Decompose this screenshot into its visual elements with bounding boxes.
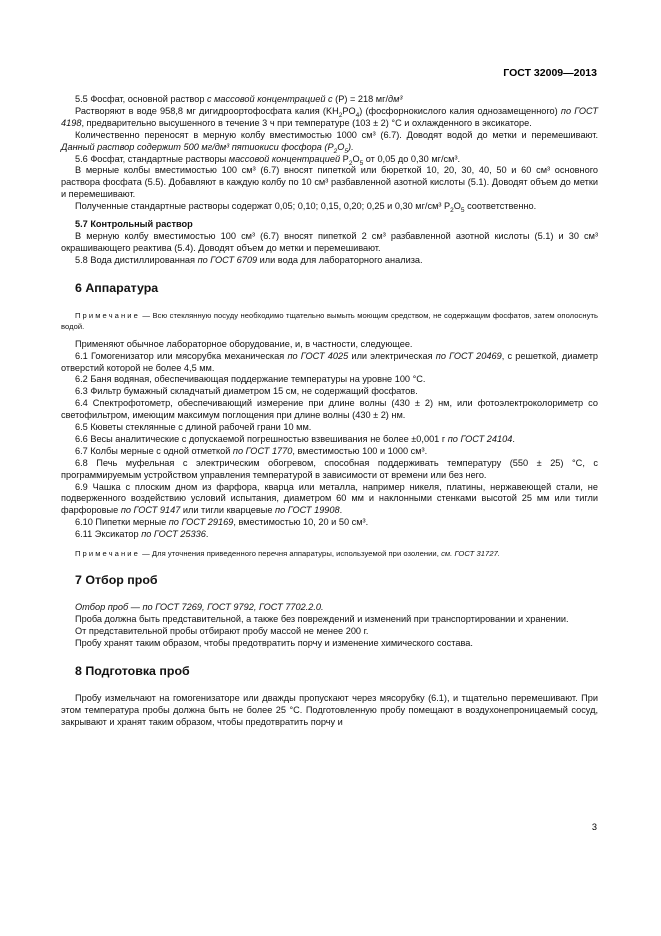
gost-reference: по ГОСТ 20469	[435, 350, 502, 361]
subscript: 2	[450, 206, 454, 214]
gost-reference: по ГОСТ 25336	[141, 529, 206, 540]
text-run-italic: с массовой концентрацией с	[206, 94, 333, 104]
gost-reference: см. ГОСТ 31727.	[441, 549, 501, 559]
gost-reference: по ГОСТ 4025	[287, 350, 349, 361]
note-label: Примечание	[75, 549, 140, 559]
text-run: PO	[342, 105, 356, 116]
paragraph-5-8	[61, 255, 598, 267]
paragraph-5-6-body-1: В мерные колбы вместимостью 100 см³ (6.7) вносят пипеткой или бюреткой 10, 20, 30, 40, 50 и 60 см³ основного раствора фосфата (5.5). Добавляют в каждую колбу по 10 см³ разбавленной азотной кислоты (5.1). Доводят объем до метки и перемешивают.	[61, 165, 598, 200]
paragraph-6-10	[61, 517, 598, 529]
note-6-end	[61, 548, 598, 559]
paragraph-6-7	[61, 446, 598, 458]
note-label: Примечание	[75, 310, 140, 320]
text-run: 6.1 Гомогенизатор или мясорубка механическая	[75, 350, 288, 361]
paragraph-5-5-body-1	[61, 106, 598, 130]
text-run: соответственно.	[464, 201, 537, 212]
paragraph-6-4: 6.4 Спектрофотометр, обеспечивающий измерение при длине волны (430 ± 2) нм, или фотоэлектроколориметр со светофильтром, имеющим максимум поглощения при длине волны (430 ± 2) нм.	[61, 398, 598, 421]
spacer	[61, 541, 598, 548]
text-run: 6.11 Эксикатор	[75, 529, 142, 540]
paragraph-5-5-body-2	[61, 130, 598, 154]
gost-reference: по ГОСТ 19908	[275, 505, 340, 516]
section-title-7: 7 Отбор проб	[75, 573, 158, 588]
section-title-8: 8 Подготовка проб	[75, 663, 190, 678]
subscript: 5	[460, 206, 465, 214]
text-run: .	[512, 433, 515, 444]
paragraph-6-2: 6.2 Баня водяная, обеспечивающая поддержание температуры на уровне 100 °С.	[75, 374, 426, 385]
paragraph-7-2: Проба должна быть представительной, а также без повреждений и изменений при транспортировании и хранении.	[75, 614, 569, 624]
text-run: O	[453, 201, 461, 212]
text-run: .	[205, 529, 209, 540]
text-run: 5.6 Фосфат, стандартные растворы	[75, 153, 229, 164]
section-title-6: 6 Аппаратура	[75, 280, 159, 295]
subsection-title-5-7: 5.7 Контрольный раствор	[75, 219, 193, 230]
text-run: Количественно переносят в мерную колбу вместимостью 1000 см³ (6.7). Доводят водой до метки и перемешивают.	[75, 129, 598, 140]
text-run: или тигли кварцевые	[180, 505, 276, 516]
text-run: , вместимостью 10, 20 и 50 см³.	[233, 517, 369, 528]
paragraph-5-6	[61, 154, 598, 166]
gost-reference: по ГОСТ 9147	[120, 505, 181, 516]
text-run: или вода для лабораторного анализа.	[257, 254, 423, 265]
text-run: , с решеткой, диаметр отверстий которой не более 4,5 мм.	[61, 350, 599, 373]
text-run-italic: дм³	[388, 94, 403, 104]
paragraph-6-5: 6.5 Кюветы стеклянные с длиной рабочей грани 10 мм.	[75, 422, 312, 433]
text-run: 6.9 Чашка с плоским дном из фарфора, кварца или металла, например никеля, платины, нержавеющей стали, не подверженного воздействию условий испытания, диаметром 60 мм и наклонными стенками высотой 25 мм или тигли фарфоровые	[61, 481, 598, 516]
text-run: (P) = 218 мг/	[332, 94, 388, 104]
paragraph-8-1: Пробу измельчают на гомогенизаторе или дважды пропускают через мясорубку (6.1), и тщательно перемешивают. При этом температура пробы должна быть не более 25 °С. Подготовленную пробу помещают в воздухонепроницаемый сосуд, закрывают и хранят таким образом, чтобы предотвратить порчу и	[61, 692, 598, 727]
text-run-italic: O	[337, 141, 345, 152]
paragraph-5-7-body: В мерную колбу вместимостью 100 см³ (6.7) вносят пипеткой 2 см³ разбавленной азотной кислоты (5.1) и 30 см³ окрашивающего реактива (5.4). Доводят объем до метки и перемешивают.	[61, 230, 598, 253]
gost-reference: по ГОСТ 6709	[197, 254, 258, 265]
text-run: 5.8 Вода дистиллированная	[75, 254, 198, 265]
text-run-italic: массовой концентрацией	[228, 153, 341, 164]
paragraph-6-6	[61, 434, 598, 446]
text-run: , вместимостью 100 и 1000 см³.	[292, 445, 428, 456]
note-6	[61, 310, 598, 332]
text-run: 6.10 Пипетки мерные	[75, 517, 169, 528]
text-run: , предварительно высушенного в течение 3 ч при температуре (103 ± 2) °С и охлажденного в эксикаторе.	[81, 117, 532, 128]
paragraph-6-8: 6.8 Печь муфельная с электрическим обогревом, способная поддерживать температуру (550 ± 25) °С, с программируемым устройством управления температурой в зависимости от времени или без него.	[61, 457, 598, 480]
paragraph-6-3: 6.3 Фильтр бумажный складчатый диаметром 15 см, не содержащий фосфатов.	[75, 386, 418, 397]
paragraph-6-11	[61, 529, 598, 541]
note-text: — Для уточнения приведенного перечня аппаратуры, используемой при озолении,	[139, 549, 442, 559]
text-run: или электрическая	[348, 350, 436, 361]
page-content	[61, 94, 598, 728]
note-text: — Всю стеклянную посуду необходимо тщательно вымыть моющим средством, не содержащим фосфатов, затем ополоснуть водой.	[61, 310, 598, 331]
text-run: 5.5 Фосфат, основной раствор	[75, 94, 207, 104]
gost-reference: по ГОСТ 4198	[61, 105, 599, 128]
subscript: 5	[344, 147, 349, 155]
text-run: O	[352, 153, 360, 164]
text-run: 6.6 Весы аналитические с допускаемой погрешностью взвешивания не более ±0,001 г	[75, 433, 448, 444]
gost-reference: по ГОСТ 24104	[447, 433, 513, 444]
text-run: ) (фосфорнокислого калия однозамещенного)	[359, 105, 561, 116]
gost-reference: по ГОСТ 1770	[232, 445, 293, 456]
gost-reference: по ГОСТ 29169	[168, 517, 234, 528]
page-number: 3	[591, 822, 597, 832]
text-run: Полученные стандартные растворы содержат 0,05; 0,10; 0,15, 0,20; 0,25 и 0,30 мг/см³ P	[75, 201, 451, 212]
paragraph-6-intro: Применяют обычное лабораторное оборудование, и, в частности, следующее.	[75, 338, 413, 349]
paragraph-7-1: Отбор проб — по ГОСТ 7269, ГОСТ 9792, ГОСТ 7702.2.0.	[75, 602, 324, 613]
text-run: от 0,05 до 0,30 мг/см³.	[363, 153, 461, 164]
text-run: Растворяют в воде 958,8 мг дигидроортофосфата калия (KH	[75, 105, 339, 116]
spacer	[61, 332, 598, 339]
text-run: 6.7 Колбы мерные с одной отметкой	[75, 445, 233, 456]
subscript: 4	[355, 111, 360, 119]
text-run-italic: Данный раствор содержит 500 мг/дм³ пятиокиси фосфора (P	[61, 141, 334, 152]
text-run: P	[340, 153, 349, 164]
subscript: 2	[348, 159, 353, 167]
paragraph-6-1	[61, 351, 598, 375]
text-run-italic: ).	[348, 141, 354, 152]
paragraph-7-3: От представительной пробы отбирают пробу массой не менее 200 г.	[75, 625, 369, 636]
subscript: 2	[338, 111, 343, 119]
paragraph-6-9	[61, 482, 598, 518]
paragraph-7-4: Пробу хранят таким образом, чтобы предотвратить порчу и изменение химического состава.	[75, 637, 473, 648]
subscript: 2	[333, 147, 338, 155]
paragraph-5-5	[61, 94, 598, 106]
subscript: 5	[359, 159, 364, 167]
paragraph-5-6-body-2	[61, 201, 598, 213]
text-run: .	[339, 505, 343, 516]
document-code-header: ГОСТ 32009—2013	[503, 67, 597, 79]
